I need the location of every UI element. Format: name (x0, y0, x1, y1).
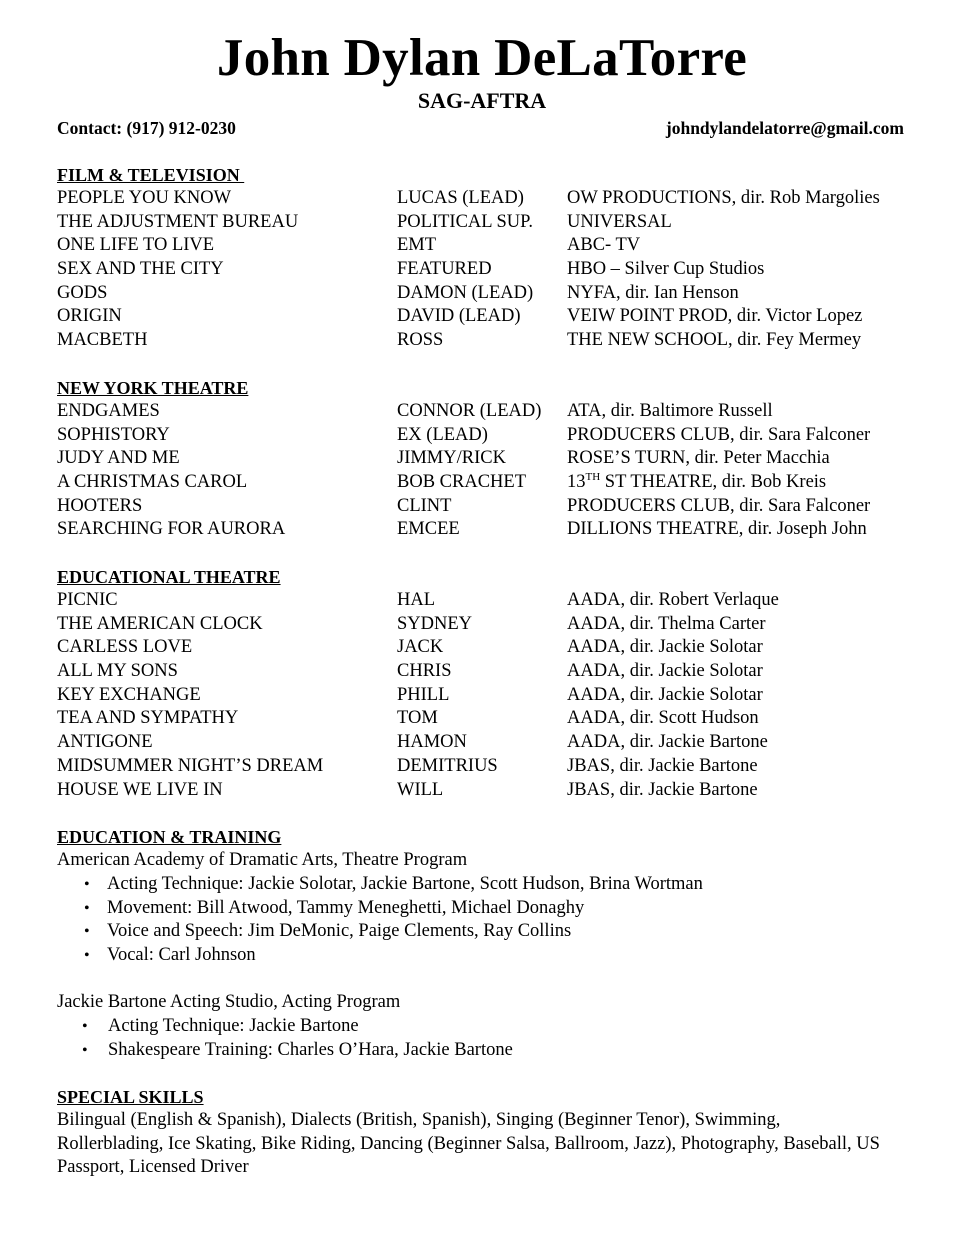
list-item-text: Movement: Bill Atwood, Tammy Meneghetti, Michael Donaghy (107, 897, 585, 918)
credit-role: BOB CRACHET (397, 472, 527, 493)
section-heading-training: EDUCATION & TRAINING (57, 827, 282, 847)
credit-company: UNIVERSAL (567, 211, 672, 232)
credit-row (57, 258, 937, 282)
credit-title: PEOPLE YOU KNOW (57, 188, 232, 208)
credit-company (567, 471, 826, 495)
credit-row (57, 589, 937, 613)
skills-line: Bilingual (English & Spanish), Dialects (British, Spanish), Singing (Beginner Tenor), Swimming, (57, 1110, 781, 1130)
section-heading-skills: SPECIAL SKILLS (57, 1087, 204, 1107)
credit-title: ANTIGONE (57, 732, 153, 753)
contact-phone: Contact: (917) 912-0230 (57, 118, 236, 138)
bullet-icon: • (84, 899, 90, 917)
credit-company: OW PRODUCTIONS, dir. Rob Margolies (567, 188, 880, 208)
credit-row (57, 211, 937, 235)
edu-theatre-credits (57, 589, 937, 802)
credit-role: CLINT (397, 495, 452, 516)
list-item-text: Vocal: Carl Johnson (107, 945, 256, 966)
skills-line: Rollerblading, Ice Skating, Bike Riding, Dancing (Beginner Salsa, Ballroom, Jazz), Photography, Baseball, US (57, 1133, 880, 1154)
credit-role: WILL (397, 779, 444, 800)
credit-role: ROSS (397, 330, 444, 351)
credit-row (57, 755, 937, 779)
credit-title: PICNIC (57, 590, 118, 610)
training-school-jbas: Jackie Bartone Acting Studio, Acting Program (57, 992, 401, 1012)
credit-title: JUDY AND ME (57, 448, 180, 469)
credit-role: JIMMY/RICK (397, 448, 506, 469)
credit-company: ABC- TV (567, 235, 641, 256)
credit-company: AADA, dir. Scott Hudson (567, 708, 759, 729)
credit-company: VEIW POINT PROD, dir. Victor Lopez (567, 306, 863, 327)
film-tv-credits (57, 187, 937, 353)
section-heading-film-tv: FILM & TELEVISION (57, 165, 245, 185)
company-number: 13 (567, 472, 586, 493)
credit-role: CHRIS (397, 661, 452, 682)
bullet-icon: • (84, 947, 90, 965)
credit-role: EMT (397, 235, 437, 256)
credit-title: HOOTERS (57, 495, 143, 516)
union-affiliation: SAG-AFTRA (417, 88, 547, 113)
credit-role: JACK (397, 637, 444, 658)
bullet-icon: • (84, 923, 90, 941)
training-school-aada: American Academy of Dramatic Arts, Theatre Program (57, 850, 468, 870)
credit-title: ONE LIFE TO LIVE (57, 235, 215, 256)
credit-role: DAMON (LEAD) (397, 282, 534, 303)
credit-title: ORIGIN (57, 306, 122, 327)
section-heading-edu-theatre: EDUCATIONAL THEATRE (57, 567, 281, 587)
contact-email[interactable]: johndylandelatorre@gmail.com (665, 118, 904, 138)
credit-company: PRODUCERS CLUB, dir. Sara Falconer (567, 495, 871, 516)
bullet-icon: • (84, 876, 90, 893)
credit-row (57, 329, 937, 353)
bullet-icon: • (82, 1018, 88, 1035)
bullet-icon: • (82, 1041, 88, 1059)
credit-row (57, 400, 937, 424)
credit-role: HAMON (397, 732, 467, 753)
ordinal-suffix: TH (585, 470, 601, 483)
credit-role: HAL (397, 590, 436, 610)
actor-name: John Dylan DeLaTorre (216, 29, 748, 87)
credit-company: ROSE’S TURN, dir. Peter Macchia (567, 448, 830, 469)
credit-role: LUCAS (LEAD) (397, 188, 524, 208)
credit-role: CONNOR (LEAD) (397, 401, 542, 421)
credit-title: SOPHISTORY (57, 424, 170, 445)
skills-line: Passport, Licensed Driver (57, 1157, 249, 1178)
skills-paragraph (57, 1109, 917, 1180)
credit-company: HBO – Silver Cup Studios (567, 259, 765, 280)
credit-role: SYDNEY (397, 613, 473, 634)
credit-title: SEARCHING FOR AURORA (57, 519, 286, 540)
credit-title: A CHRISTMAS CAROL (57, 472, 248, 493)
credit-company: AADA, dir. Jackie Solotar (567, 684, 763, 705)
credit-row (57, 613, 937, 637)
credit-title: KEY EXCHANGE (57, 684, 201, 705)
credit-row (57, 234, 937, 258)
credit-row (57, 636, 937, 660)
credit-company: AADA, dir. Robert Verlaque (567, 590, 779, 610)
credit-title: HOUSE WE LIVE IN (57, 779, 223, 800)
credit-row (57, 447, 937, 471)
credit-title: THE AMERICAN CLOCK (57, 613, 263, 634)
credit-row (57, 471, 937, 495)
credit-company: DILLIONS THEATRE, dir. Joseph John (567, 519, 867, 540)
credit-row (57, 495, 937, 519)
credit-title: GODS (57, 282, 108, 303)
ny-theatre-credits (57, 400, 937, 542)
credit-row (57, 779, 937, 803)
credit-row (57, 187, 937, 211)
credit-role: EX (LEAD) (397, 424, 488, 445)
list-item-text: Acting Technique: Jackie Solotar, Jackie Bartone, Scott Hudson, Brina Wortman (107, 874, 703, 894)
list-item-text: Voice and Speech: Jim DeMonic, Paige Clements, Ray Collins (107, 921, 572, 942)
credit-role: POLITICAL SUP. (397, 211, 534, 232)
credit-role: DAVID (LEAD) (397, 306, 521, 327)
credit-company: JBAS, dir. Jackie Bartone (567, 755, 758, 776)
credit-title: ENDGAMES (57, 401, 160, 421)
credit-title: MACBETH (57, 330, 148, 351)
credit-title: THE ADJUSTMENT BUREAU (57, 211, 299, 232)
credit-title: CARLESS LOVE (57, 637, 193, 658)
company-rest: ST THEATRE, dir. Bob Kreis (600, 472, 827, 493)
credit-title: SEX AND THE CITY (57, 259, 224, 280)
credit-row (57, 731, 937, 755)
credit-role: TOM (397, 708, 438, 729)
credit-row (57, 424, 937, 448)
credit-role: FEATURED (397, 259, 492, 280)
credit-row (57, 684, 937, 708)
credit-company: NYFA, dir. Ian Henson (567, 282, 739, 303)
credit-company: THE NEW SCHOOL, dir. Fey Mermey (567, 330, 862, 351)
section-heading-ny-theatre: NEW YORK THEATRE (57, 378, 249, 398)
credit-company: JBAS, dir. Jackie Bartone (567, 779, 758, 800)
credit-company: PRODUCERS CLUB, dir. Sara Falconer (567, 424, 871, 445)
credit-row (57, 282, 937, 306)
credit-row (57, 660, 937, 684)
credit-row (57, 518, 937, 542)
list-item-text: Shakespeare Training: Charles O’Hara, Jackie Bartone (108, 1039, 513, 1060)
credit-title: ALL MY SONS (57, 661, 178, 682)
credit-role: EMCEE (397, 519, 460, 540)
credit-company: AADA, dir. Thelma Carter (567, 613, 766, 634)
credit-row (57, 305, 937, 329)
list-item-text: Acting Technique: Jackie Bartone (108, 1016, 359, 1036)
credit-company: AADA, dir. Jackie Bartone (567, 732, 768, 753)
credit-title: TEA AND SYMPATHY (57, 708, 239, 729)
credit-row (57, 707, 937, 731)
credit-title: MIDSUMMER NIGHT’S DREAM (57, 755, 324, 776)
credit-company: AADA, dir. Jackie Solotar (567, 661, 763, 682)
credit-role: DEMITRIUS (397, 755, 498, 776)
credit-company: AADA, dir. Jackie Solotar (567, 637, 763, 658)
credit-role: PHILL (397, 684, 450, 705)
credit-company: ATA, dir. Baltimore Russell (567, 401, 773, 421)
